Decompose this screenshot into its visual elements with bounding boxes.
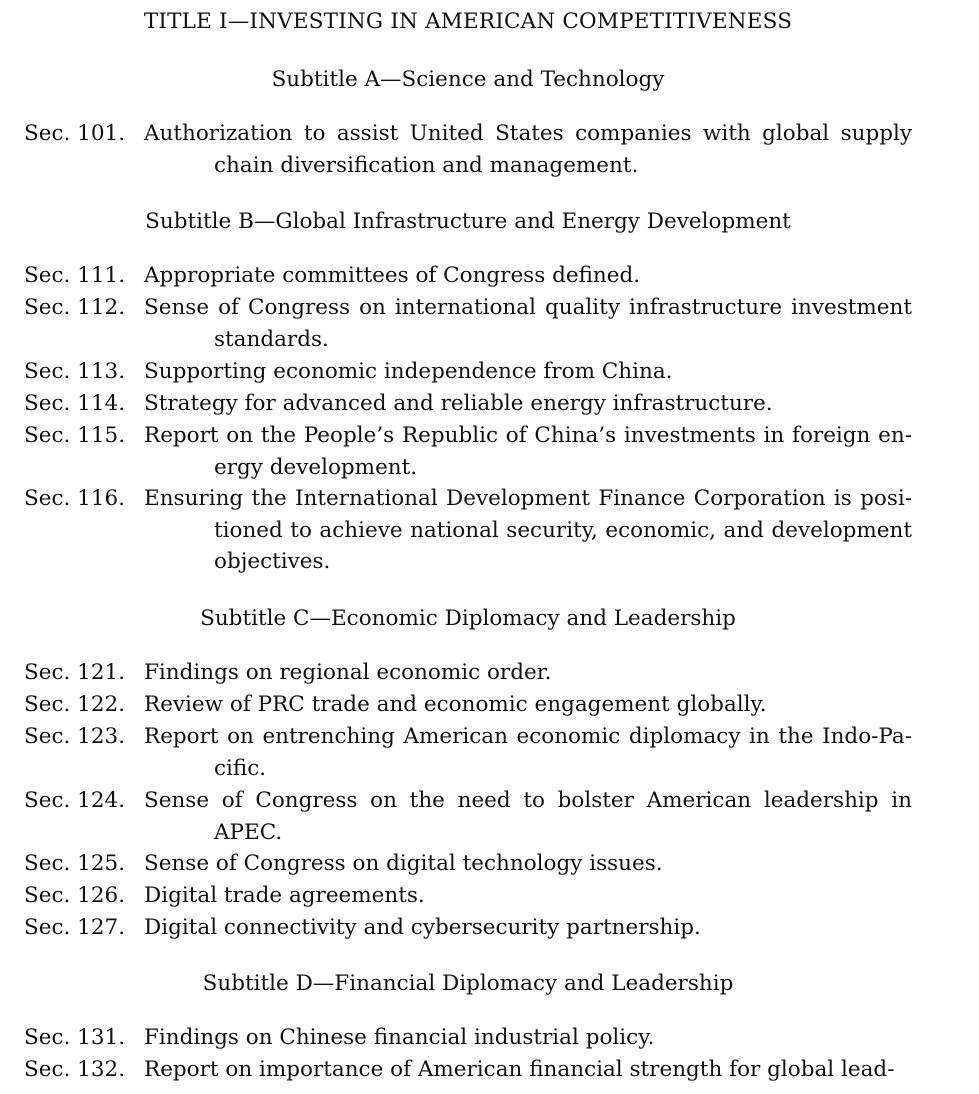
section-number: Sec. 122. <box>24 692 126 717</box>
section-entry <box>24 420 912 483</box>
section-title: Findings on Chinese financial industrial policy. <box>144 1025 655 1050</box>
section-title: Appropriate committees of Congress defined. <box>144 263 641 288</box>
section-number: Sec. 125. <box>24 851 126 876</box>
section-title: Strategy for advanced and reliable energy infrastructure. <box>144 391 773 416</box>
section-number: Sec. 111. <box>24 263 126 288</box>
section-entry <box>24 657 912 689</box>
section-entry <box>24 880 912 912</box>
subtitle-b-heading: Subtitle B—Global Infrastructure and Energy Development <box>145 209 791 234</box>
section-number: Sec. 114. <box>24 391 126 416</box>
section-entry <box>24 483 912 578</box>
section-entry <box>24 785 912 848</box>
section-title: Report on entrenching American economic diplomacy in the Indo-Pacific. <box>144 724 912 781</box>
section-entry <box>24 721 912 784</box>
subtitle-d-heading: Subtitle D—Financial Diplomacy and Leadership <box>202 971 734 996</box>
section-number: Sec. 115. <box>24 423 126 448</box>
title-heading: TITLE I—INVESTING IN AMERICAN COMPETITIVENESS <box>143 9 793 34</box>
section-entry <box>24 292 912 355</box>
section-title: Digital connectivity and cybersecurity partnership. <box>144 915 701 940</box>
section-number: Sec. 121. <box>24 660 126 685</box>
section-entry <box>24 388 912 420</box>
section-title: Report on the People’s Republic of China’s investments in foreign energy development. <box>144 423 912 480</box>
section-number: Sec. 126. <box>24 883 126 908</box>
section-number: Sec. 124. <box>24 788 126 813</box>
section-title: Sense of Congress on digital technology issues. <box>144 851 663 876</box>
section-number: Sec. 113. <box>24 359 126 384</box>
section-title: Sense of Congress on international quality infrastructure investment standards. <box>144 295 912 352</box>
section-number: Sec. 123. <box>24 724 126 749</box>
section-number: Sec. 116. <box>24 486 126 511</box>
section-title: Findings on regional economic order. <box>144 660 552 685</box>
section-entry <box>24 848 912 880</box>
section-entry <box>24 118 912 181</box>
section-entry <box>24 260 912 292</box>
section-entry <box>24 1022 912 1054</box>
section-title: Report on importance of American financial strength for global lead- <box>144 1057 895 1082</box>
section-number: Sec. 101. <box>24 121 126 146</box>
section-number: Sec. 131. <box>24 1025 126 1050</box>
subtitle-a-heading: Subtitle A—Science and Technology <box>271 67 665 92</box>
section-entry <box>24 689 912 721</box>
section-number: Sec. 132. <box>24 1057 126 1082</box>
section-entry <box>24 356 912 388</box>
section-number: Sec. 112. <box>24 295 126 320</box>
section-title: Sense of Congress on the need to bolster American leadership in APEC. <box>144 788 912 845</box>
subtitle-c-heading: Subtitle C—Economic Diplomacy and Leadership <box>200 606 736 631</box>
section-title: Review of PRC trade and economic engagement globally. <box>144 692 767 717</box>
section-title: Ensuring the International Development Finance Corporation is positioned to achieve national security, economic, and development objectives. <box>144 486 912 574</box>
section-entry <box>24 1054 912 1086</box>
section-entry <box>24 912 912 944</box>
section-title: Authorization to assist United States companies with global supply chain diversification and management. <box>144 121 912 178</box>
section-title: Digital trade agreements. <box>144 883 425 908</box>
section-title: Supporting economic independence from China. <box>144 359 673 384</box>
section-number: Sec. 127. <box>24 915 126 940</box>
